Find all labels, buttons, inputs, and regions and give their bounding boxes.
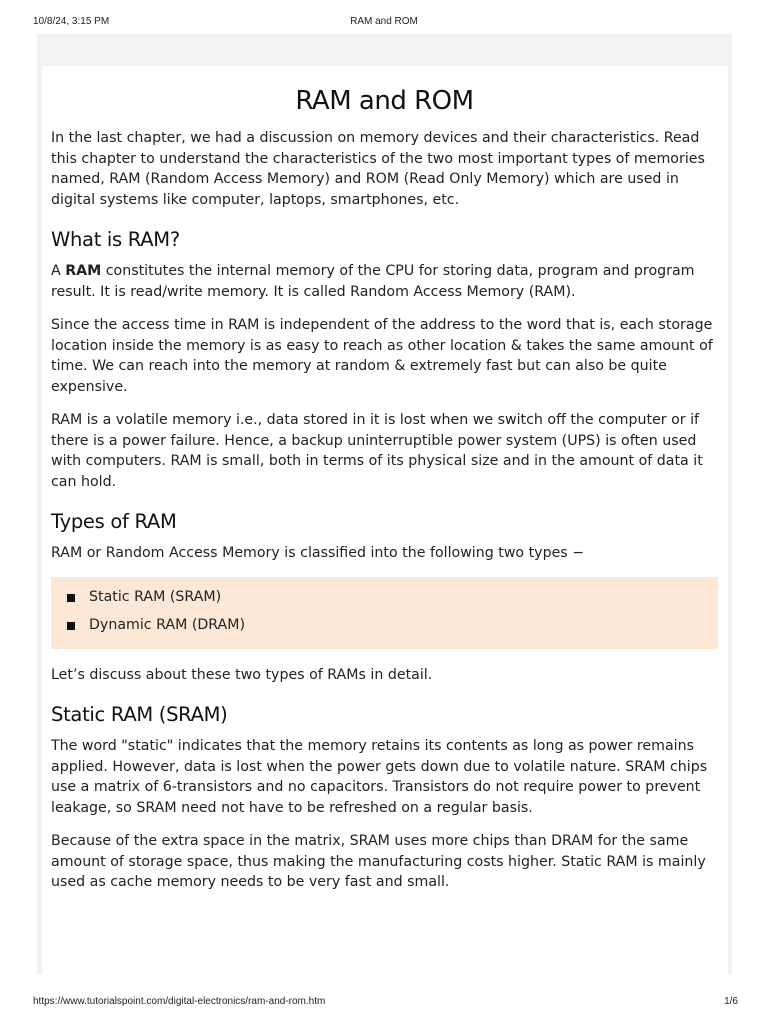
types-outro-paragraph: Let’s discuss about these two types of RAMs in detail.	[51, 666, 433, 683]
ram-definition-lead: A	[51, 263, 66, 279]
print-url: https://www.tutorialspoint.com/digital-electronics/ram-and-rom.htm	[33, 996, 326, 1007]
types-intro-paragraph: RAM or Random Access Memory is classified into the following two types −	[51, 545, 585, 561]
article-title: RAM and ROM	[295, 86, 474, 116]
sram-paragraph-1: The word "static" indicates that the memory retains its contents as long as power remains applied. However, data is lost when the power gets down due to volatile nature. SRAM chips use a matrix of 6-transistors and no capacitors. Transistors do not require power to prevent leakage, so SRAM need not have to be refreshed on a regular basis.	[51, 738, 708, 816]
ram-definition-rest: constitutes the internal memory of the CPU for storing data, program and program result. It is read/write memory. It is called Random Access Memory (RAM).	[51, 263, 695, 300]
list-item	[65, 615, 704, 635]
list-item-label: Dynamic RAM (DRAM)	[89, 616, 246, 633]
ram-term-bold: RAM	[65, 263, 102, 279]
ram-access-paragraph: Since the access time in RAM is independent of the address to the word that is, each storage location inside the memory is as easy to reach as other location & takes the same amount of time. We can reach into the memory at random & extremely fast but can also be quite expensive.	[51, 317, 713, 395]
list-item-label: Static RAM (SRAM)	[89, 588, 222, 605]
heading-static-ram: Static RAM (SRAM)	[51, 703, 228, 726]
print-header	[0, 16, 768, 30]
intro-paragraph: In the last chapter, we had a discussion on memory devices and their characteristics. Read this chapter to understand the characteristics of the two most important types of memories named, RAM (Random Access Memory) and ROM (Read Only Memory) which are used in digital systems like computer, laptops, smartphones, etc.	[51, 130, 705, 208]
list-item	[65, 587, 704, 607]
ram-volatile-paragraph: RAM is a volatile memory i.e., data stored in it is lost when we switch off the computer or if there is a power failure. Hence, a backup uninterruptible power system (UPS) is often used with computers. RAM is small, both in terms of its physical size and in the amount of data it can hold.	[51, 412, 703, 490]
square-bullet-icon	[67, 594, 75, 602]
print-page-title: RAM and ROM	[350, 16, 418, 27]
print-page-number: 1/6	[724, 996, 738, 1007]
heading-types-of-ram: Types of RAM	[51, 510, 177, 533]
article-content	[42, 66, 728, 974]
print-datetime: 10/8/24, 3:15 PM	[33, 16, 110, 27]
ram-types-list-box	[51, 577, 718, 649]
square-bullet-icon	[67, 622, 75, 630]
sram-paragraph-2: Because of the extra space in the matrix, SRAM uses more chips than DRAM for the same amount of storage space, thus making the manufacturing costs higher. Static RAM is mainly used as cache memory needs to be very fast and small.	[51, 833, 706, 890]
ram-types-list	[65, 587, 704, 635]
print-footer	[0, 996, 768, 1010]
heading-what-is-ram: What is RAM?	[51, 228, 180, 251]
ram-definition-paragraph	[51, 261, 718, 302]
